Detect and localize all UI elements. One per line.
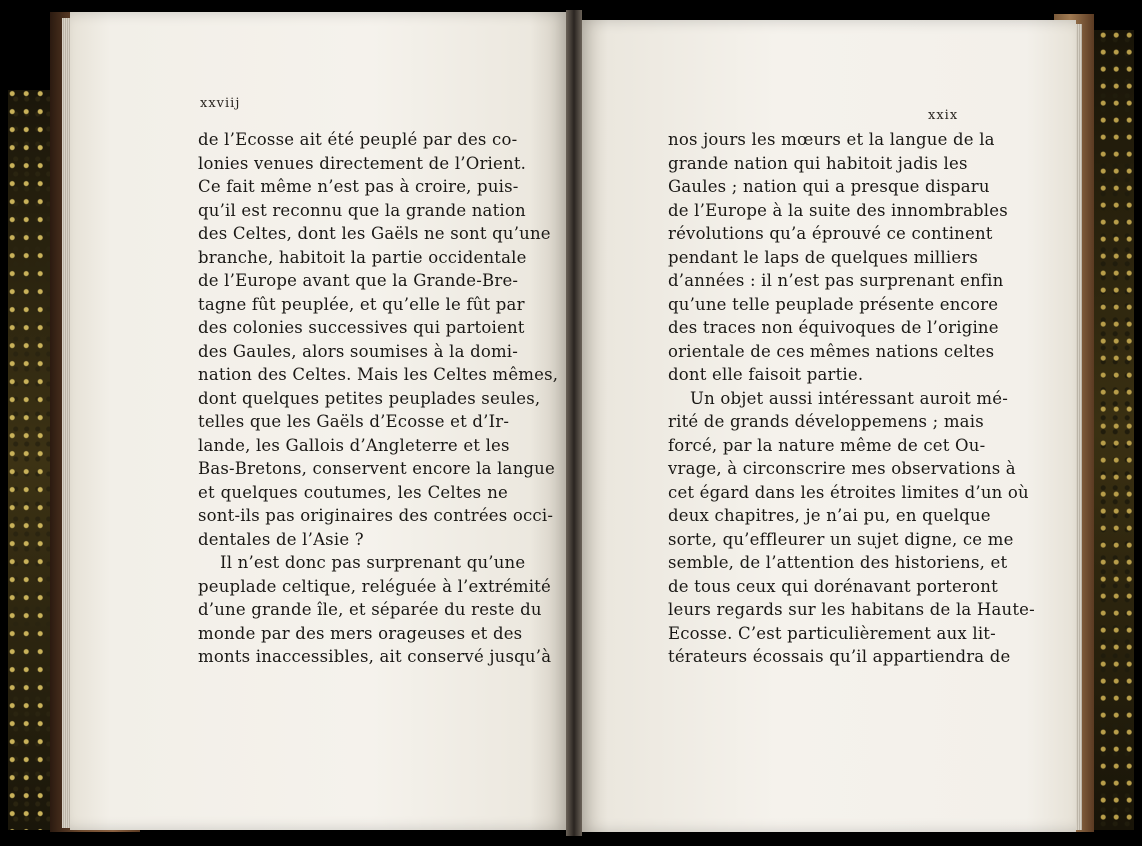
text-line: dont elle faisoit partie.: [668, 365, 864, 384]
text-line: Bas-Bretons, conservent encore la langue: [198, 459, 555, 478]
text-line: de tous ceux qui dorénavant porteront: [668, 576, 998, 596]
text-line: sorte, qu’effleurer un sujet digne, ce me: [668, 529, 1014, 549]
book-gutter: [566, 10, 582, 836]
text-line: Un objet aussi intéressant auroit mé-: [690, 388, 1008, 408]
text-line: sont-ils pas originaires des contrées occi-: [198, 506, 554, 525]
text-line: lande, les Gallois d’Angleterre et les: [198, 435, 510, 455]
text-line: monde par des mers orageuses et des: [198, 623, 523, 643]
text-line: térateurs écossais qu’il appartiendra de: [668, 647, 1011, 666]
text-line: Ecosse. C’est particulièrement aux lit-: [668, 623, 996, 643]
text-line: orientale de ces mêmes nations celtes: [668, 341, 995, 361]
text-line: dentales de l’Asie ?: [198, 529, 364, 549]
text-line: nation des Celtes. Mais les Celtes mêmes,: [198, 365, 559, 384]
text-line: tagne fût peuplée, et qu’elle le fût par: [198, 294, 525, 314]
text-line: de l’Europe à la suite des innombrables: [668, 200, 1008, 220]
text-line: des Celtes, dont les Gaëls ne sont qu’une: [198, 224, 551, 243]
text-line: des traces non équivoques de l’origine: [668, 318, 999, 337]
text-line: pendant le laps de quelques milliers: [668, 247, 979, 267]
text-line: qu’une telle peuplade présente encore: [668, 294, 999, 314]
text-line: nos jours les mœurs et la langue de la: [668, 130, 995, 149]
text-line: d’une grande île, et séparée du reste du: [198, 600, 542, 619]
text-line: Ce fait même n’est pas à croire, puis-: [198, 177, 519, 196]
text-line: des Gaules, alors soumises à la domi-: [198, 341, 519, 361]
left-page-text: [198, 128, 559, 669]
text-line: révolutions qu’a éprouvé ce continent: [668, 224, 993, 243]
text-line: des colonies successives qui partoient: [198, 318, 525, 337]
text-line: d’années : il n’est pas surprenant enfin: [668, 271, 1004, 290]
text-line: leurs regards sur les habitans de la Haute-: [668, 600, 1035, 619]
text-line: semble, de l’attention des historiens, et: [668, 553, 1008, 572]
text-line: dont quelques petites peuplades seules,: [198, 388, 541, 408]
text-line: de l’Ecosse ait été peuplé par des co-: [198, 130, 518, 149]
text-line: peuplade celtique, reléguée à l’extrémité: [198, 576, 551, 596]
text-line: lonies venues directement de l’Orient.: [198, 153, 527, 173]
text-line: monts inaccessibles, ait conservé jusqu’à: [198, 647, 552, 666]
text-line: Il n’est donc pas surprenant qu’une: [220, 553, 526, 572]
text-line: vrage, à circonscrire mes observations à: [668, 459, 1016, 478]
right-page-number: xxix: [928, 108, 959, 123]
text-line: et quelques coutumes, les Celtes ne: [198, 482, 508, 502]
text-line: de l’Europe avant que la Grande-Bre-: [198, 271, 519, 290]
text-line: qu’il est reconnu que la grande nation: [198, 200, 526, 220]
left-page-number: xxviij: [200, 96, 241, 111]
right-page-text: [668, 128, 1035, 669]
text-line: cet égard dans les étroites limites d’un où: [668, 482, 1029, 502]
text-line: grande nation qui habitoit jadis les: [668, 153, 968, 173]
text-line: rité de grands développemens ; mais: [668, 412, 984, 431]
text-line: forcé, par la nature même de cet Ou-: [668, 435, 986, 455]
text-line: Gaules ; nation qui a presque disparu: [668, 177, 990, 196]
text-line: branche, habitoit la partie occidentale: [198, 247, 527, 267]
text-line: deux chapitres, je n’ai pu, en quelque: [668, 506, 991, 525]
text-line: telles que les Gaëls d’Ecosse et d’Ir-: [198, 412, 510, 431]
